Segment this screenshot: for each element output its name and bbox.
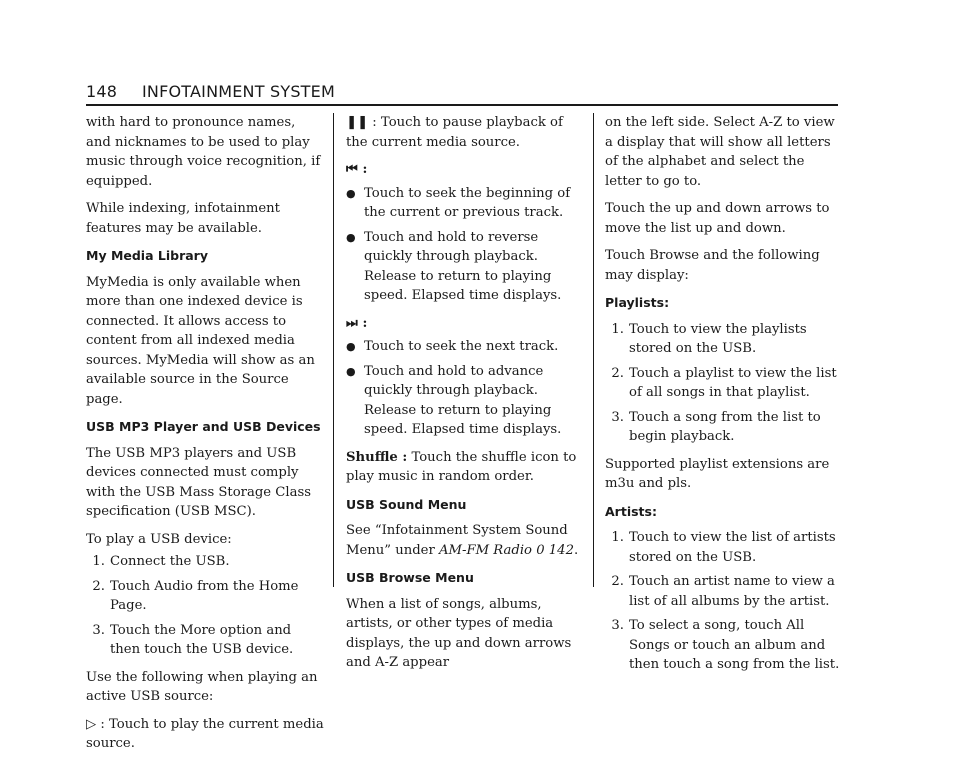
column-divider (593, 113, 594, 587)
play-icon: ▷ (86, 716, 97, 732)
list-item: ● Touch to seek the next track. (346, 339, 559, 354)
page-number: 148 (86, 82, 118, 101)
previous-track-icon: ⏮ (346, 162, 358, 177)
list-item: 1. Connect the USB. (92, 554, 230, 569)
paragraph: MyMedia is only available when more than one indexed device is connected. It allows access to content from all indexed media sources. MyMedia will show as an available source in the Source page. (86, 274, 315, 407)
playlist-steps-list (605, 320, 841, 447)
pause-description: ❚❚ : Touch to pause playback of the current media source. (346, 115, 563, 150)
column-2 (346, 113, 584, 681)
list-item: 3. Touch the More option and then touch the USB device. (92, 622, 294, 657)
list-item: 2. Touch a playlist to view the list of all songs in that playlist. (611, 365, 837, 400)
list-item: ● Touch and hold to advance quickly through playback. Release to return to playing speed. Elapsed time displays. (346, 363, 562, 437)
subheading-usb-sound-menu: USB Sound Menu (346, 496, 467, 512)
subheading-usb-devices: USB MP3 Player and USB Devices (86, 419, 321, 434)
paragraph: on the left side. Select A-Z to view a display that will show all letters of the alphabet and select the letter to go to. (605, 115, 835, 189)
subheading-playlists: Playlists: (605, 295, 670, 310)
subheading-artists: Artists: (605, 503, 657, 519)
page-reference: 0 142 (536, 542, 574, 558)
list-item: ● Touch to seek the beginning of the current or previous track. (346, 185, 571, 220)
subheading-usb-browse-menu: USB Browse Menu (346, 570, 474, 585)
next-track-icon: ⏭ (346, 315, 358, 331)
list-item: 2. Touch an artist name to view a list of all albums by the artist. (611, 574, 835, 609)
next-track-label: ⏭ : (346, 315, 368, 331)
subheading-my-media-library: My Media Library (86, 248, 208, 263)
usb-steps-list (86, 552, 324, 660)
section-title: INFOTAINMENT SYSTEM (142, 82, 335, 101)
next-track-bullets (346, 337, 584, 440)
list-item: ● Touch and hold to reverse quickly through playback. Release to return to playing speed. Elapsed time displays. (346, 229, 562, 303)
paragraph: The USB MP3 players and USB devices connected must comply with the USB Mass Storage Class specification (USB MSC). (86, 445, 311, 519)
paragraph: When a list of songs, albums, artists, or other types of media displays, the up and down arrows and A-Z appear (346, 596, 572, 670)
play-description: ▷ : Touch to play the current media source. (86, 716, 324, 751)
list-item: 1. Touch to view the playlists stored on the USB. (611, 321, 807, 356)
paragraph: Supported playlist extensions are m3u and pls. (605, 456, 830, 491)
list-item: 2. Touch Audio from the Home Page. (92, 578, 299, 613)
list-item: 3. Touch a song from the list to begin playback. (611, 409, 821, 444)
column-divider (333, 113, 334, 587)
previous-track-bullets (346, 184, 584, 306)
paragraph: Touch Browse and the following may display: (605, 248, 820, 283)
column-3 (605, 113, 841, 683)
shuffle-label: Shuffle : (346, 449, 408, 465)
paragraph: To play a USB device: (86, 531, 232, 547)
paragraph: with hard to pronounce names, and nicknames to be used to play music through voice recognition, if equipped. (86, 115, 321, 189)
see-reference: See “Infotainment System Sound Menu” under AM-FM Radio 0 142. (346, 523, 579, 558)
shuffle-description: Shuffle : Touch the shuffle icon to play music in random order. (346, 449, 577, 484)
reference-link: AM-FM Radio (438, 542, 532, 558)
paragraph: Use the following when playing an active USB source: (86, 669, 318, 704)
paragraph: Touch the up and down arrows to move the list up and down. (605, 201, 830, 236)
column-1 (86, 113, 324, 762)
list-item: 3. To select a song, touch All Songs or touch an album and then touch a song from the list. (611, 618, 840, 672)
paragraph: While indexing, infotainment features may be available. (86, 201, 280, 236)
pause-icon: ❚❚ (346, 115, 369, 130)
previous-track-label: ⏮ : (346, 162, 368, 177)
list-item: 1. Touch to view the list of artists stored on the USB. (611, 530, 836, 565)
page-header (86, 82, 838, 104)
artist-steps-list (605, 528, 841, 675)
header-rule (86, 104, 838, 106)
